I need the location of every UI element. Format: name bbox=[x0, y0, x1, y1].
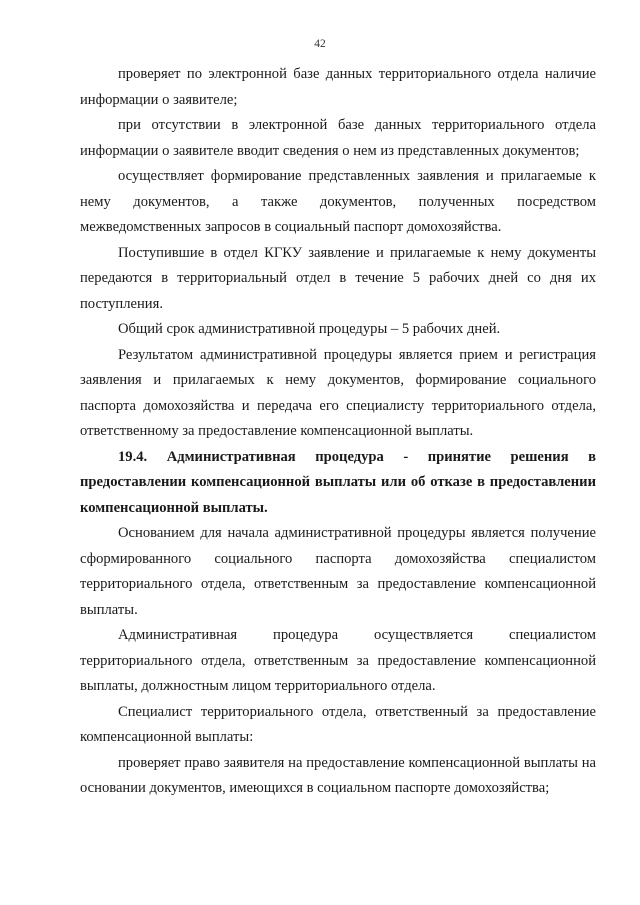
paragraph-2: при отсутствии в электронной базе данных территориального отдела информации о заявителе вводит сведения о нем из представленных документов; bbox=[80, 117, 596, 159]
paragraph-3: осуществляет формирование представленных заявления и прилагаемые к нему документов, а также документов, полученных посредством межведомственных запросов в социальный паспорт домохозяйства. bbox=[80, 168, 596, 235]
paragraph-9: Специалист территориального отдела, ответственный за предоставление компенсационной выплаты: bbox=[80, 703, 596, 745]
paragraph-6: Результатом административной процедуры является прием и регистрация заявления и прилагаемых к нему документов, формирование социального паспорта домохозяйства и передача его специалисту территориального отдела, ответственному за предоставление компенсационной выплаты. bbox=[80, 346, 596, 439]
document-body bbox=[80, 62, 596, 802]
paragraph-5: Общий срок административной процедуры – 5 рабочих дней. bbox=[118, 321, 501, 337]
paragraph-1: проверяет по электронной базе данных территориального отдела наличие информации о заявителе; bbox=[80, 66, 596, 108]
paragraph-4: Поступившие в отдел КГКУ заявление и прилагаемые к нему документы передаются в территориальный отдел в течение 5 рабочих дней со дня их поступления. bbox=[80, 244, 596, 312]
paragraph-10: проверяет право заявителя на предоставление компенсационной выплаты на основании документов, имеющихся в социальном паспорте домохозяйства; bbox=[80, 754, 596, 796]
paragraph-7: Основанием для начала административной процедуры является получение сформированного социального паспорта домохозяйства специалистом территориального отдела, ответственным за предоставление компенсационной выплаты. bbox=[80, 525, 596, 618]
page-number: 42 bbox=[314, 38, 326, 50]
paragraph-8: Административная процедура осуществляется специалистом территориального отдела, ответственным за предоставление компенсационной выплаты, должностным лицом территориального отдела. bbox=[80, 627, 596, 694]
section-heading: 19.4. Административная процедура - принятие решения в предоставлении компенсационной выплаты или об отказе в предоставлении компенсационной выплаты. bbox=[80, 448, 596, 516]
